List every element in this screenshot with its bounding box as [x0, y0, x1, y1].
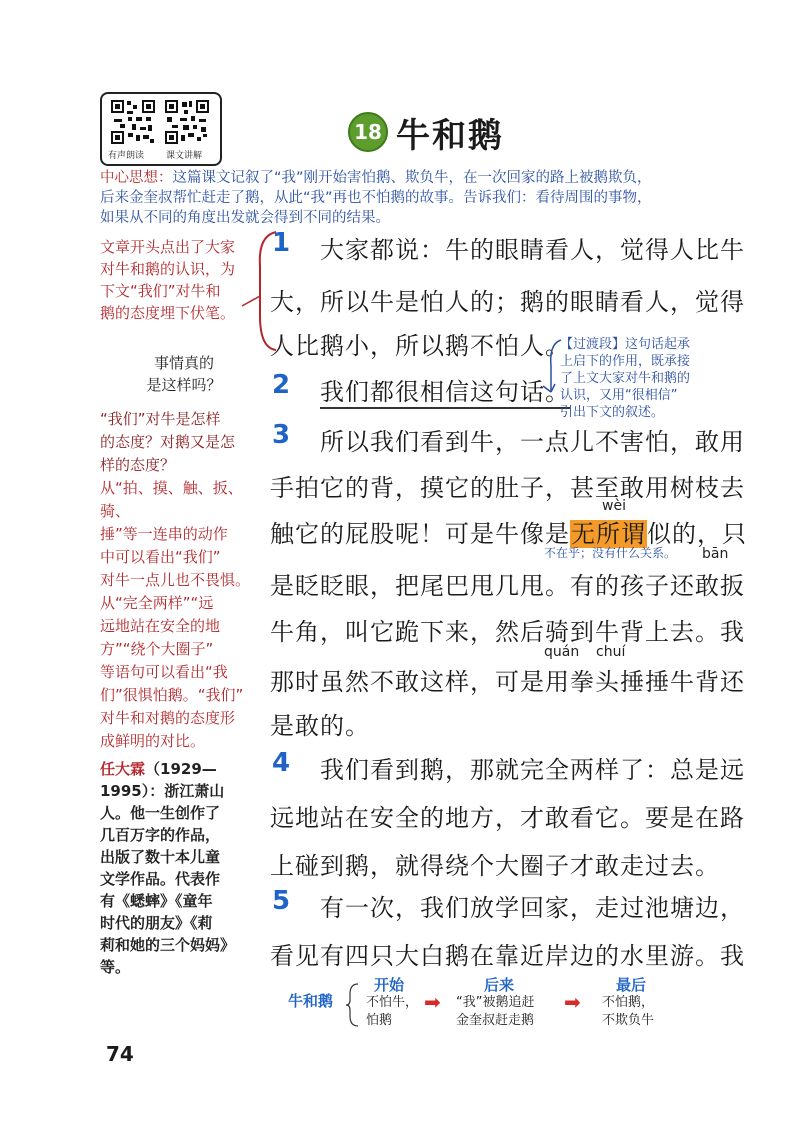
bio-line: 1995）：浙江萧山 [100, 782, 225, 800]
flow-stage-start-text [366, 994, 418, 1030]
bio-line: 等。 [100, 958, 131, 976]
note-line: 鹅的态度埋下伏笔。 [100, 304, 236, 322]
question-line: 是这样吗？ [146, 376, 222, 394]
bio-line: 出版了数十本儿童 [100, 848, 221, 866]
text-run: 似的，只 [647, 520, 747, 548]
transition-note [560, 336, 732, 421]
qr-caption-audio: 有声朗读 [108, 151, 145, 161]
note-line: 文章开头点出了大家 [100, 238, 236, 256]
paragraph-number: 1 [272, 228, 291, 258]
page-number: 74 [106, 1042, 134, 1066]
author-bio [100, 758, 260, 978]
note-line: 的态度？对鹅又是怎 [100, 433, 236, 451]
pinyin-ban: bān [702, 546, 729, 562]
paragraph-number: 5 [272, 886, 291, 916]
transition-line: 这句话起承 [625, 337, 691, 352]
flow-stage-end-head: 最后 [616, 976, 647, 994]
lesson-title: 牛和鹅 [396, 116, 504, 156]
flow-line: 怕鹅 [366, 1013, 393, 1028]
note-line: 下文“我们”对牛和 [100, 282, 221, 300]
flow-line: “我”被鹅追赶 [456, 995, 535, 1010]
transition-line: 上启下的作用，既承接 [560, 354, 691, 369]
note-line: 中可以看出“我们” [100, 548, 221, 566]
transition-line: 认识，又用“很相信” [560, 388, 678, 403]
paragraph-line: 是敢的。 [270, 712, 370, 740]
central-idea-line-3: 如果从不同的角度出发就会得到不同的结果。 [100, 210, 390, 226]
paragraph-line: 那时虽然不敢这样，可是用拳头捶捶牛背还 [270, 668, 745, 696]
paragraph-line: 手拍它的背，摸它的肚子，甚至敢用树枝去 [270, 474, 745, 502]
sidebar-question [124, 352, 244, 396]
paragraph-line: 远地站在安全的地方，才敢看它。要是在路 [270, 804, 745, 832]
paragraph-line: 是眨眨眼，把尾巴甩几甩。有的孩子还敢扳 [270, 572, 745, 600]
pinyin-chui: chuí [596, 644, 626, 660]
note-line: 远地站在安全的地 [100, 617, 221, 635]
transition-line: 引出下文的叙述。 [560, 405, 665, 420]
paragraph-number: 2 [272, 370, 291, 400]
paragraph-line: 大家都说：牛的眼睛看人，觉得人比牛 [320, 236, 745, 264]
flow-line: 不怕牛， [366, 995, 419, 1010]
bio-line: 文学作品。代表作 [100, 870, 221, 888]
flow-stage-end-text [602, 994, 654, 1030]
sidebar-note-attitude [100, 408, 260, 753]
note-line: 从“拍、摸、触、扳、骑、 [100, 479, 243, 520]
note-line: 从“完全两样”“远 [100, 594, 214, 612]
paragraph-line: 我们看到鹅，那就完全两样了：总是远 [320, 756, 745, 784]
paragraph-line: 有一次，我们放学回家，走过池塘边， [320, 894, 745, 922]
paragraph-line: 大，所以牛是怕人的；鹅的眼睛看人，觉得 [270, 288, 745, 316]
flow-line: 不怕鹅， [602, 995, 655, 1010]
note-line: 对牛和鹅的认识，为 [100, 260, 236, 278]
transition-bracket-icon [535, 336, 565, 400]
note-line: 方”“绕个大圈子” [100, 640, 214, 658]
transition-line: 了上文大家对牛和鹅的 [560, 371, 691, 386]
qr-caption-lecture: 课文讲解 [166, 151, 203, 161]
paragraph-line: 上碰到鹅，就得绕个大圈子才敢走过去。 [270, 852, 720, 880]
transition-tag: 【过渡段】 [560, 337, 626, 352]
note-line: 对牛一点儿也不畏惧。 [100, 571, 251, 589]
pinyin-quan: quán [544, 644, 580, 660]
central-idea-label: 中心思想： [100, 170, 173, 186]
flow-line: 不欺负牛 [602, 1013, 655, 1028]
lesson-number-badge: 18 [348, 112, 388, 152]
qr-code-audio-icon[interactable] [110, 99, 156, 145]
qr-code-lecture-icon[interactable] [164, 99, 210, 145]
central-idea-line-2: 后来金奎叔帮忙赶走了鹅，从此“我”再也不怕鹅的故事。告诉我们：看待周围的事物， [100, 190, 652, 206]
flow-stage-later-head: 后来 [484, 976, 515, 994]
author-name: 任大霖 [100, 760, 146, 778]
note-line: 样的态度？ [100, 456, 176, 474]
bio-line: 莉和她的三个妈妈》 [100, 936, 236, 954]
arrow-right-icon: ➡ [424, 990, 441, 1014]
note-line: 们”很惧怕鹅。“我们” [100, 686, 244, 704]
paragraph-line: 所以我们看到牛，一点儿不害怕，敢用 [320, 428, 745, 456]
qr-code-panel [100, 92, 222, 166]
bio-line: 几百万字的作品， [100, 826, 221, 844]
flow-stage-later-text [456, 994, 534, 1030]
paragraph-line: 牛角，叫它跪下来，然后骑到牛背上去。我 [270, 618, 745, 646]
flow-summary-label: 牛和鹅 [288, 992, 334, 1010]
central-idea-line-1: 这篇课文记叙了“我”刚开始害怕鹅、欺负牛，在一次回家的路上被鹅欺负， [172, 170, 652, 186]
central-idea [100, 168, 730, 228]
text-run: 触它的屁股呢！可是牛像是 [270, 520, 570, 548]
gloss-wusuowei: 不在乎；没有什么关系。 [544, 546, 677, 560]
note-line: 对牛和对鹅的态度形 [100, 709, 236, 727]
bio-line: 有《蟋蟀》《童年 [100, 892, 213, 910]
note-line: 等语句可以看出“我 [100, 663, 228, 681]
paragraph-number: 3 [272, 420, 291, 450]
question-line: 事情真的 [153, 354, 214, 372]
paragraph-line-transition: 我们都很相信这句话。 [320, 372, 570, 409]
bio-line: 人。他一生创作了 [100, 804, 221, 822]
arrow-right-icon: ➡ [564, 990, 581, 1014]
flow-brace-icon [346, 982, 360, 1028]
note-line: 捶”等一连串的动作 [100, 525, 228, 543]
paragraph-line: 人比鹅小，所以鹅不怕人。 [270, 332, 570, 360]
highlighted-word: 无所谓 [571, 520, 646, 548]
flow-stage-start-head: 开始 [374, 976, 405, 994]
sidebar-note-opening [100, 236, 250, 324]
note-line: 成鲜明的对比。 [100, 732, 206, 750]
note-line: “我们”对牛是怎样 [100, 410, 221, 428]
pinyin-wei: wèi [602, 498, 626, 514]
bio-line: （1929— [145, 760, 217, 778]
bio-line: 时代的朋友》《莉 [100, 914, 213, 932]
flow-line: 金奎叔赶走鹅 [456, 1013, 535, 1028]
paragraph-line: 看见有四只大白鹅在靠近岸边的水里游。我 [270, 942, 745, 970]
paragraph-number: 4 [272, 748, 291, 778]
